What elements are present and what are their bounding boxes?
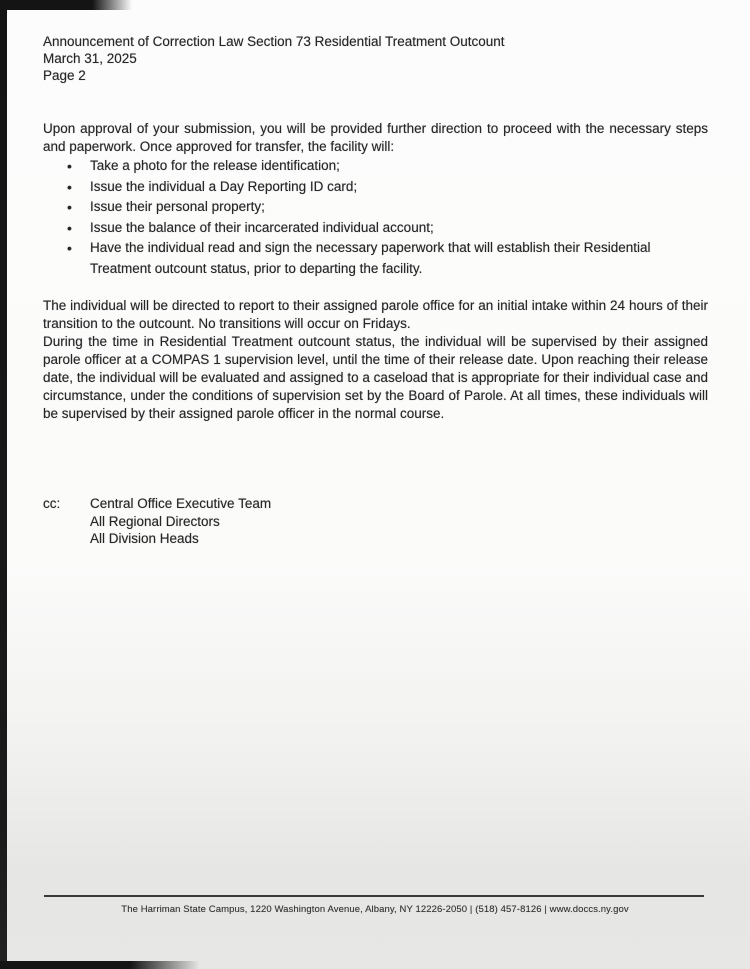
letter-date: March 31, 2025 [43,51,137,66]
cc-label: cc: [43,496,61,511]
letter-title: Announcement of Correction Law Section 73 Residential Treatment Outcount [43,34,505,49]
paragraph-supervision: During the time in Residential Treatment outcount status, the individual will be supervised by their assigned parole officer at a COMPAS 1 supervision level, until the time of their release date. Upon reaching their release date, the individual will be evaluated and assigned to a caseload that is appropriate for their individual case and circumstance, under the conditions of supervision set by the Board of Parole. At all times, these individuals will be supervised by their assigned parole officer in the normal course. [43,334,708,421]
letter-body [43,33,708,548]
list-item: • Take a photo for the release identification; [43,156,708,177]
letter-footer [44,895,706,915]
list-item: • Issue their personal property; [43,197,708,218]
cc-block [43,495,708,548]
paragraph-parole-intake: The individual will be directed to report to their assigned parole office for an initial intake within 24 hours of their transition to the outcount. No transitions will occur on Fridays. [43,298,708,331]
cc-recipient: All Division Heads [90,531,199,546]
scan-artifact-bottom-edge [0,961,200,969]
scan-artifact-left-edge [0,0,7,969]
list-item: • Issue the individual a Day Reporting ID card; [43,177,708,198]
paragraph-approval: Upon approval of your submission, you will be provided further direction to proceed with the necessary steps and paperwork. Once approved for transfer, the facility will: [43,121,708,154]
scan-artifact-top-edge [0,0,132,10]
cc-recipient: All Regional Directors [90,513,220,529]
page-number: Page 2 [43,68,86,83]
list-item: • Have the individual read and sign the necessary paperwork that will establish their Residential Treatment outcount status, prior to departing the facility. [43,238,708,279]
facility-steps-list [43,156,708,279]
letter-header [43,33,708,84]
footer-divider [44,895,704,897]
footer-address: The Harriman State Campus, 1220 Washington Avenue, Albany, NY 12226-2050 | (518) 457-8126 | www.doccs.ny.gov [121,904,629,915]
cc-recipient: Central Office Executive Team [90,496,272,511]
list-item: • Issue the balance of their incarcerated individual account; [43,218,708,239]
cc-recipients [90,495,271,548]
